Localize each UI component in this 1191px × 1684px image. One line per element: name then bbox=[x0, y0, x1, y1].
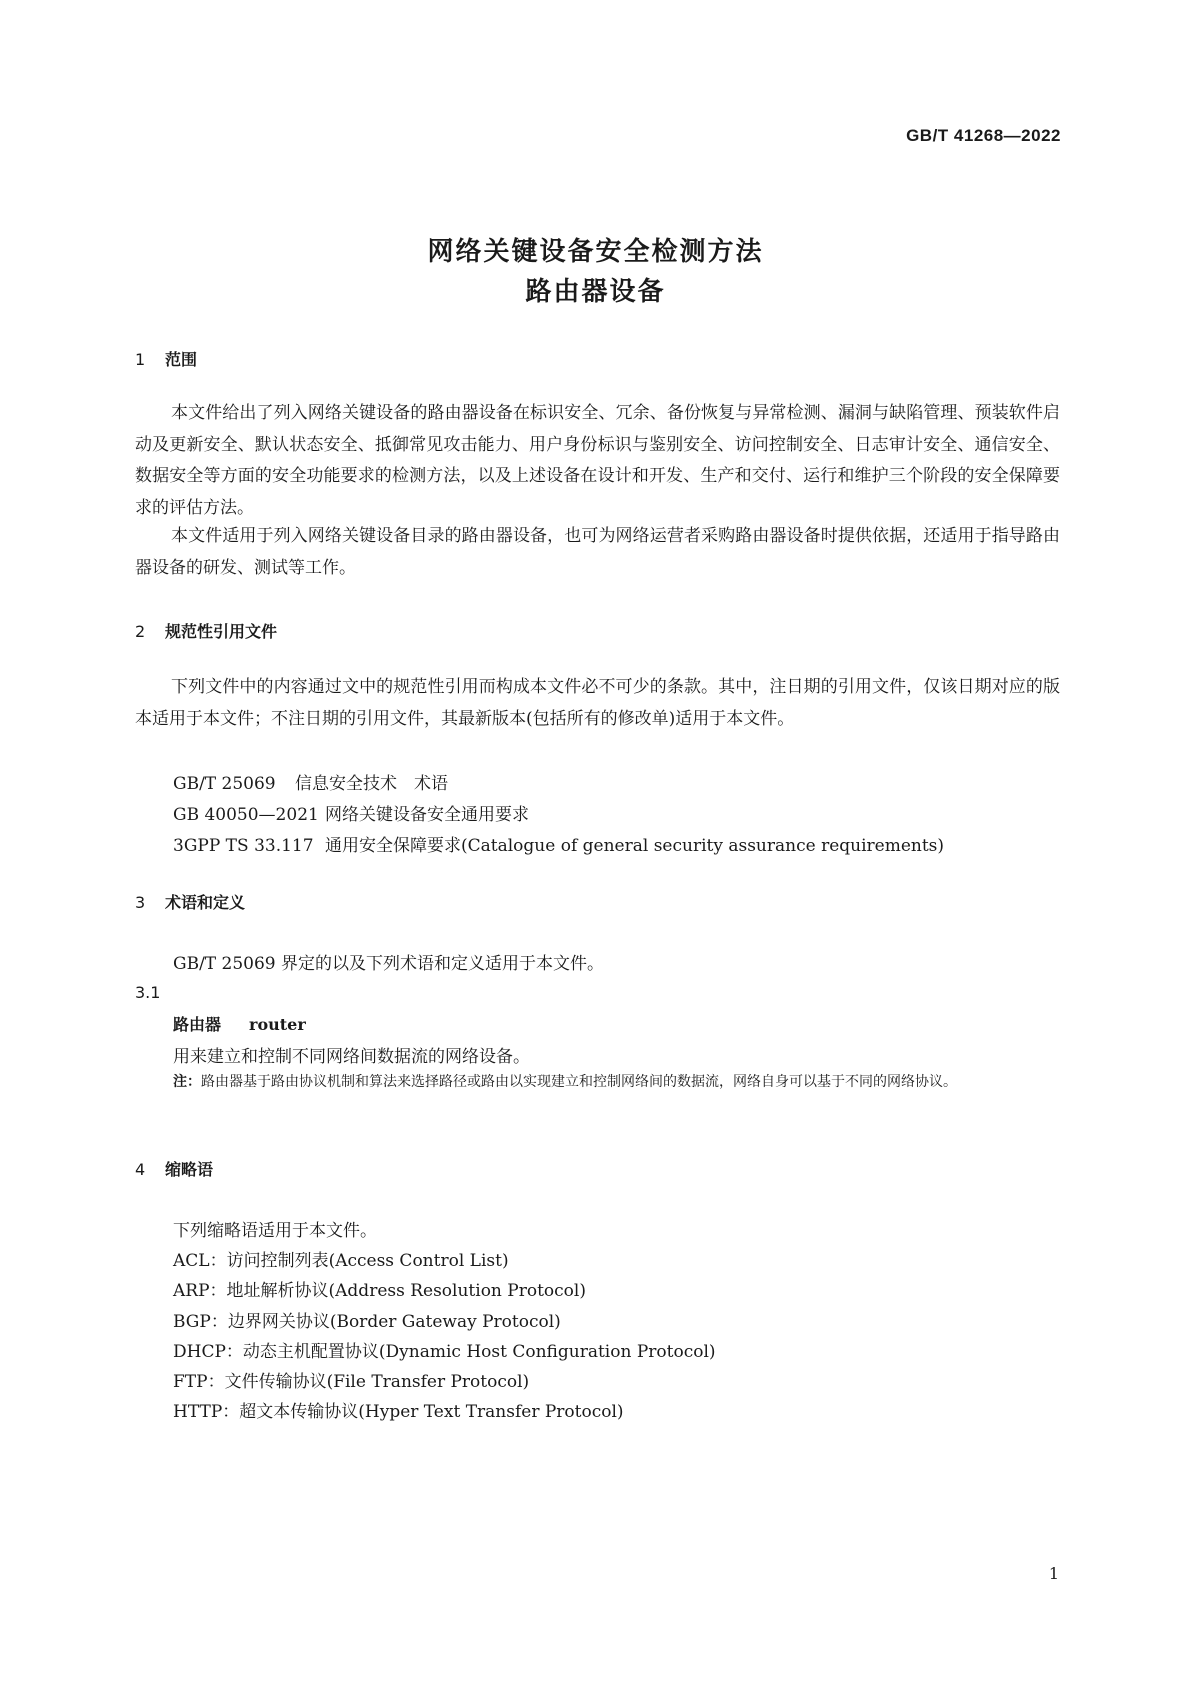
section-title: 术语和定义 bbox=[165, 893, 246, 912]
abbreviation-item: ARP：地址解析协议(Address Resolution Protocol) bbox=[173, 1281, 586, 1301]
note-text: 路由器基于路由协议机制和算法来选择路径或路由以实现建立和控制网络间的数据流，网络自身可以基于不同的网络协议。 bbox=[201, 1074, 957, 1090]
page-number: 1 bbox=[1048, 1564, 1059, 1583]
section-heading-terms bbox=[135, 890, 245, 913]
section-heading-scope bbox=[135, 347, 197, 370]
term-definition: 用来建立和控制不同网络间数据流的网络设备。 bbox=[173, 1047, 530, 1067]
reference-title: 信息安全技术 术语 bbox=[295, 774, 448, 794]
reference-title: 网络关键设备安全通用要求 bbox=[325, 805, 529, 825]
section-heading-normative-references bbox=[135, 619, 277, 642]
section-heading-abbreviations bbox=[135, 1157, 213, 1180]
section-number: 1 bbox=[135, 350, 146, 369]
references-paragraph: 下列文件中的内容通过文中的规范性引用而构成本文件必不可少的条款。其中，注日期的引用文件，仅该日期对应的版本适用于本文件；不注日期的引用文件，其最新版本(包括所有的修改单)适用于本文件。 bbox=[135, 677, 1060, 729]
scope-paragraph-1: 本文件给出了列入网络关键设备的路由器设备在标识安全、冗余、备份恢复与异常检测、漏洞与缺陷管理、预装软件启动及更新安全、默认状态安全、抵御常见攻击能力、用户身份标识与鉴别安全、访问控制安全、日志审计安全、通信安全、数据安全等方面的安全功能要求的检测方法，以及上述设备在设计和开发、生产和交付、运行和维护三个阶段的安全保障要求的评估方法。 bbox=[135, 403, 1060, 518]
note-label: 注： bbox=[173, 1074, 201, 1090]
document-title: 网络关键设备安全检测方法 bbox=[427, 237, 764, 267]
reference-code: GB 40050—2021 bbox=[173, 805, 319, 825]
abbreviation-item: BGP：边界网关协议(Border Gateway Protocol) bbox=[173, 1312, 561, 1332]
terms-intro: GB/T 25069 界定的以及下列术语和定义适用于本文件。 bbox=[173, 954, 605, 974]
abbreviations-intro: 下列缩略语适用于本文件。 bbox=[173, 1221, 377, 1241]
abbreviation-item: ACL：访问控制列表(Access Control List) bbox=[173, 1251, 509, 1271]
reference-item bbox=[173, 800, 529, 825]
reference-item bbox=[173, 769, 448, 794]
term-entry bbox=[173, 1012, 306, 1035]
section-title: 规范性引用文件 bbox=[165, 622, 278, 641]
term-note bbox=[173, 1069, 1088, 1096]
section-title: 范围 bbox=[165, 350, 198, 369]
scope-paragraph-2: 本文件适用于列入网络关键设备目录的路由器设备，也可为网络运营者采购路由器设备时提供依据，还适用于指导路由器设备的研发、测试等工作。 bbox=[135, 526, 1060, 578]
standard-number: GB/T 41268—2022 bbox=[906, 126, 1061, 145]
reference-title: 通用安全保障要求(Catalogue of general security assurance requirements) bbox=[325, 836, 945, 856]
reference-code: 3GPP TS 33.117 bbox=[173, 836, 314, 856]
reference-code: GB/T 25069 bbox=[173, 774, 276, 794]
section-number: 2 bbox=[135, 622, 146, 641]
reference-item bbox=[173, 831, 944, 856]
term-zh: 路由器 bbox=[173, 1015, 222, 1034]
section-title: 缩略语 bbox=[165, 1160, 214, 1179]
section-number: 3 bbox=[135, 893, 146, 912]
abbreviation-item: DHCP：动态主机配置协议(Dynamic Host Configuration Protocol) bbox=[173, 1342, 716, 1362]
section-number: 4 bbox=[135, 1160, 146, 1179]
abbreviation-item: HTTP：超文本传输协议(Hyper Text Transfer Protocol) bbox=[173, 1402, 624, 1422]
document-subtitle: 路由器设备 bbox=[525, 277, 666, 307]
term-number: 3.1 bbox=[135, 983, 161, 1002]
abbreviation-item: FTP：文件传输协议(File Transfer Protocol) bbox=[173, 1372, 530, 1392]
term-en: router bbox=[249, 1015, 306, 1034]
